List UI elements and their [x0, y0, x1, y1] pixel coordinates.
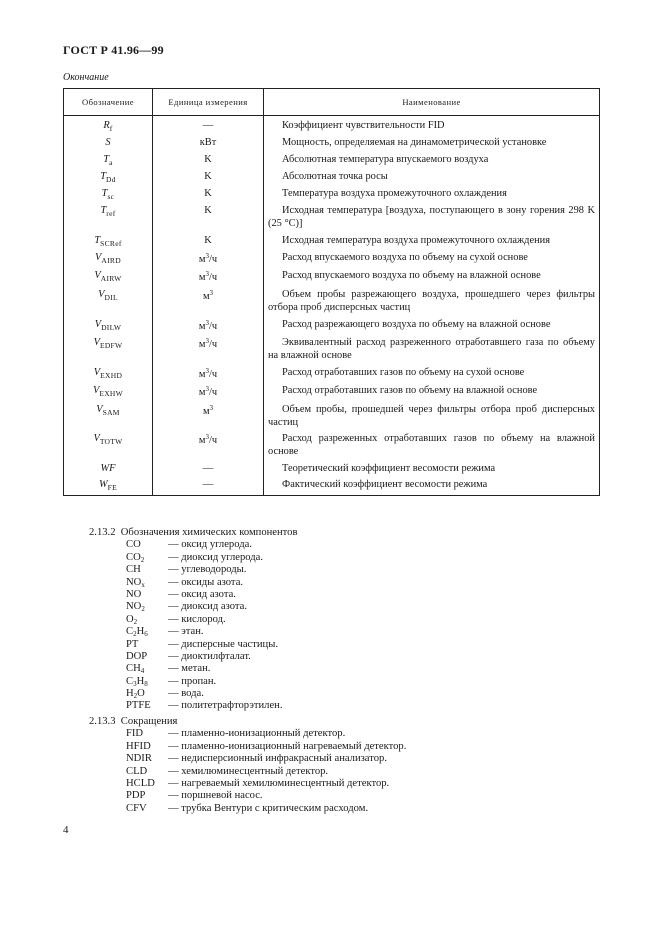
unit-suffix: /ч: [208, 253, 218, 265]
unit-cell: [153, 187, 264, 204]
symbol-subscript: a: [109, 157, 113, 167]
column-header-symbol: Обозначение: [64, 89, 153, 116]
unit-text: м: [198, 387, 206, 399]
formula-subscript: 2: [133, 692, 138, 701]
list-item: [126, 614, 297, 626]
symbol-letter: T: [103, 153, 110, 165]
symbol-letter: V: [93, 337, 100, 349]
symbol-subscript: TOTW: [99, 437, 123, 447]
symbol-subscript: SAM: [102, 407, 120, 417]
list-item: [126, 790, 406, 802]
symbol-cell: [64, 152, 153, 169]
formula-part: O: [126, 613, 134, 625]
table-caption: Окончание: [63, 72, 109, 83]
unit-cell: [153, 432, 264, 461]
name-cell: Температура воздуха промежуточного охлаждения: [264, 187, 600, 204]
symbol-subscript: DILW: [101, 322, 122, 332]
formula-part: C: [126, 675, 134, 687]
unit-cell: [153, 365, 264, 384]
list-item: [126, 589, 297, 601]
unit-cell: [153, 461, 264, 478]
symbol-cell: [64, 250, 153, 269]
abbreviation-description: — поршневой насос.: [168, 790, 263, 802]
unit-text: м: [198, 339, 206, 351]
name-cell: Коэффициент чувствительности FID: [264, 116, 600, 136]
symbol-subscript: DIL: [104, 293, 118, 303]
symbol-letter: R: [103, 120, 110, 131]
symbol-letter: T: [101, 188, 108, 200]
symbol-cell: [64, 384, 153, 403]
unit-suffix: /ч: [208, 435, 218, 447]
abbreviation: HFID: [126, 740, 151, 752]
page-number: 4: [63, 824, 69, 836]
abbreviation-description: — пламенно-ионизационный нагреваемый детектор.: [168, 740, 407, 752]
symbol-cell: [64, 461, 153, 478]
unit-suffix: /ч: [208, 320, 218, 332]
name-cell: Абсолютная точка росы: [264, 169, 600, 186]
table-row: [64, 152, 600, 169]
symbol-subscript: EXHW: [99, 389, 124, 399]
table-row: [64, 288, 600, 317]
unit-superscript: 3: [205, 366, 209, 375]
list-item: [126, 803, 406, 815]
list-item: [126, 552, 297, 564]
unit-text: м: [202, 291, 210, 303]
symbol-cell: [64, 365, 153, 384]
chemical-description: — политетрафторэтилен.: [168, 700, 283, 712]
table-row: [64, 402, 600, 431]
formula-part: H: [136, 675, 145, 687]
column-header-unit: Единица измерения: [153, 89, 264, 116]
abbreviation: PDP: [126, 790, 146, 802]
formula-part: CH: [126, 564, 141, 576]
unit-suffix: /ч: [208, 368, 218, 380]
list-item: [126, 688, 297, 700]
name-cell: Исходная температура [воздуха, поступающего в зону горения 298 K (25 °C)]: [264, 204, 600, 233]
chemical-description: — этан.: [168, 626, 204, 638]
symbol-subscript: f: [109, 124, 113, 133]
section-title: 2.13.3 Сокращения: [89, 716, 178, 727]
name-cell: Объем пробы разрежающего воздуха, прошедшего через фильтры отбора проб дисперсных частиц: [264, 288, 600, 317]
abbreviation-description: — пламенно-ионизационный детектор.: [168, 728, 346, 740]
name-cell: Расход отработавших газов по объему на сухой основе: [264, 365, 600, 384]
symbol-letter: V: [93, 366, 101, 378]
table-header-row: [64, 89, 600, 116]
list-item: [126, 700, 297, 712]
formula-part: DOP: [126, 650, 148, 662]
symbol-subscript: EDFW: [99, 341, 123, 351]
unit-text: K: [204, 153, 212, 165]
section-title: 2.13.2 Обозначения химических компонентов: [89, 527, 298, 538]
list-item: [126, 639, 297, 651]
chemical-formula: [126, 601, 168, 613]
symbol-letter: V: [96, 403, 103, 415]
symbol-subscript: FE: [107, 483, 117, 493]
formula-subscript: 2: [133, 617, 138, 626]
symbol-subscript: AIRD: [101, 255, 121, 265]
name-cell: Расход впускаемого воздуха по объему на сухой основе: [264, 250, 600, 269]
list-item: [126, 778, 406, 790]
unit-cell: [153, 152, 264, 169]
unit-text: м: [198, 272, 206, 284]
unit-text: K: [204, 234, 212, 246]
unit-cell: [153, 402, 264, 431]
table-body: [64, 116, 600, 496]
symbol-letter: S: [105, 137, 111, 149]
list-item: [126, 676, 297, 688]
chemical-description: — диоктилфталат.: [168, 650, 251, 662]
symbol-subscript: SCRef: [100, 238, 122, 248]
column-header-name: Наименование: [264, 89, 600, 116]
chemical-formula: [126, 552, 168, 564]
list-item: [126, 539, 297, 551]
formula-subscript: 6: [144, 630, 148, 639]
unit-superscript: 3: [205, 433, 209, 442]
unit-cell: [153, 384, 264, 403]
chemical-description: — оксид азота.: [168, 588, 236, 600]
formula-part: NO: [126, 588, 142, 600]
unit-superscript: 3: [205, 270, 209, 279]
formula-part: PTFE: [126, 700, 151, 712]
section-chemical-components: [89, 527, 297, 713]
chemical-formula: [126, 688, 168, 700]
unit-superscript: 3: [205, 337, 209, 346]
abbreviation-description: — недисперсионный инфракрасный анализатор.: [168, 753, 387, 765]
formula-subscript: 2: [133, 630, 137, 639]
chemical-description: — дисперсные частицы.: [168, 638, 278, 650]
name-cell: Эквивалентный расход разреженного отработавшего газа по объему на влажной основе: [264, 336, 600, 365]
symbol-subscript: Dd: [106, 174, 116, 184]
table-row: [64, 250, 600, 269]
chemical-description: — диоксид азота.: [168, 601, 247, 613]
chemical-formula: [126, 700, 168, 712]
abbreviation: NDIR: [126, 753, 152, 765]
unit-text: м: [198, 435, 206, 447]
formula-part: CO: [126, 551, 141, 563]
chemical-description: — углеводороды.: [168, 564, 247, 576]
symbol-letter: V: [94, 318, 102, 330]
chemical-description: — оксиды азота.: [168, 576, 244, 588]
unit-text: —: [202, 479, 214, 491]
formula-part: H: [126, 688, 134, 700]
list-item: [126, 766, 406, 778]
formula-part: CO: [126, 539, 141, 551]
symbol-letter: V: [92, 385, 100, 397]
chemical-formula: [126, 589, 168, 601]
name-cell: Теоретический коэффициент весомости режима: [264, 461, 600, 478]
symbol-cell: [64, 116, 153, 136]
chemical-formula: [126, 676, 168, 688]
unit-superscript: 3: [205, 318, 209, 327]
name-cell: Расход разреженных отработавших газов по объему на влажной основе: [264, 432, 600, 461]
unit-suffix: /ч: [208, 387, 218, 399]
symbol-cell: [64, 402, 153, 431]
unit-cell: [153, 233, 264, 250]
chemical-description: — кислород.: [168, 613, 226, 625]
symbol-letter: V: [95, 251, 102, 263]
symbol-letter: T: [100, 170, 106, 182]
unit-text: м: [198, 320, 206, 332]
table-row: [64, 169, 600, 186]
abbreviation-description: — нагреваемый хемилюминесцентный детектор.: [168, 777, 390, 789]
list-item: [126, 564, 297, 576]
abbreviation-description: — хемилюминесцентный детектор.: [168, 765, 329, 777]
table-row: [64, 233, 600, 250]
chemical-formula: [126, 577, 168, 589]
list-item: [126, 741, 406, 753]
table-row: [64, 336, 600, 365]
section-abbreviations: [89, 716, 406, 815]
chemical-formula: [126, 539, 168, 551]
table-row: [64, 365, 600, 384]
unit-cell: [153, 250, 264, 269]
chemical-description: — диоксид углерода.: [168, 551, 264, 563]
table-row: [64, 116, 600, 136]
unit-cell: [153, 136, 264, 153]
symbol-cell: [64, 478, 153, 496]
unit-text: K: [204, 205, 212, 217]
symbol-letter: V: [94, 270, 101, 282]
table-row: [64, 384, 600, 403]
list-item: [126, 626, 297, 638]
unit-suffix: /ч: [208, 339, 218, 351]
table-row: [64, 432, 600, 461]
symbol-subscript: sc: [107, 192, 115, 202]
table-row: [64, 204, 600, 233]
abbreviation: FID: [126, 728, 144, 740]
unit-superscript: 3: [205, 251, 209, 260]
symbol-cell: [64, 136, 153, 153]
symbol-letter: V: [93, 433, 100, 445]
table-row: [64, 478, 600, 496]
unit-text: м: [198, 253, 206, 265]
formula-part: H: [136, 626, 145, 638]
document-header: ГОСТ Р 41.96—99: [63, 43, 164, 57]
unit-text: K: [204, 170, 212, 182]
symbols-table: [63, 88, 600, 496]
name-cell: Исходная температура воздуха промежуточного охлаждения: [264, 233, 600, 250]
formula-subscript: 2: [140, 555, 145, 564]
table-row: [64, 461, 600, 478]
symbol-letter: W: [98, 479, 108, 491]
list-item: [126, 601, 297, 613]
formula-part: NO: [126, 576, 142, 588]
unit-text: —: [202, 120, 214, 131]
chemical-formula: [126, 564, 168, 576]
list-item: [126, 651, 297, 663]
name-cell: Абсолютная температура впускаемого воздуха: [264, 152, 600, 169]
chemical-description: — вода.: [168, 688, 204, 700]
formula-subscript: 8: [144, 679, 148, 688]
unit-text: м: [198, 368, 206, 380]
formula-part: O: [137, 688, 145, 700]
symbol-subscript: AIRW: [100, 274, 122, 284]
chemical-formula: [126, 614, 168, 626]
unit-text: —: [202, 462, 214, 474]
abbreviation: CLD: [126, 765, 148, 777]
symbol-letter: T: [94, 234, 101, 246]
unit-cell: [153, 116, 264, 136]
chemical-formula: [126, 626, 168, 638]
symbol-cell: [64, 336, 153, 365]
symbol-cell: [64, 204, 153, 233]
unit-text: K: [204, 188, 212, 200]
formula-part: PT: [126, 638, 139, 650]
name-cell: Расход разрежающего воздуха по объему на влажной основе: [264, 317, 600, 336]
formula-part: C: [126, 626, 134, 638]
chemical-description: — оксид углерода.: [168, 539, 252, 551]
name-cell: Мощность, определяемая на динамометрической установке: [264, 136, 600, 153]
list-item: [126, 728, 406, 740]
symbol-cell: [64, 187, 153, 204]
symbol-letter: V: [98, 289, 105, 301]
formula-part: CH: [126, 663, 141, 675]
unit-cell: [153, 336, 264, 365]
symbol-cell: [64, 169, 153, 186]
name-cell: Расход впускаемого воздуха по объему на влажной основе: [264, 269, 600, 288]
unit-superscript: 3: [209, 403, 214, 412]
unit-superscript: 3: [209, 289, 214, 298]
symbol-cell: [64, 288, 153, 317]
symbol-cell: [64, 233, 153, 250]
unit-cell: [153, 478, 264, 496]
table-row: [64, 187, 600, 204]
symbol-cell: [64, 269, 153, 288]
abbreviation: CFV: [126, 802, 147, 814]
unit-suffix: /ч: [208, 272, 218, 284]
symbol-letter: T: [100, 205, 107, 217]
formula-subscript: x: [141, 580, 145, 589]
unit-cell: [153, 169, 264, 186]
name-cell: Фактический коэффициент весомости режима: [264, 478, 600, 496]
table-row: [64, 136, 600, 153]
chemical-description: — метан.: [168, 663, 211, 675]
formula-subscript: 4: [140, 667, 145, 676]
abbreviation-description: — трубка Вентури с критическим расходом.: [168, 802, 369, 814]
list-item: [126, 663, 297, 675]
unit-text: м: [202, 405, 210, 417]
abbreviation-list: [126, 728, 406, 815]
abbreviation: HCLD: [126, 777, 155, 789]
unit-cell: [153, 317, 264, 336]
symbol-subscript: ref: [106, 209, 116, 219]
unit-text: кВт: [199, 137, 217, 149]
chemical-list: [126, 539, 297, 712]
name-cell: Объем пробы, прошедшей через фильтры отбора проб дисперсных частиц: [264, 402, 600, 431]
formula-part: NO: [126, 601, 142, 613]
symbol-subscript: EXHD: [100, 370, 123, 380]
table-row: [64, 269, 600, 288]
unit-cell: [153, 204, 264, 233]
chemical-formula: [126, 663, 168, 675]
chemical-description: — пропан.: [168, 675, 217, 687]
symbol-cell: [64, 317, 153, 336]
symbol-cell: [64, 432, 153, 461]
unit-superscript: 3: [205, 385, 209, 394]
chemical-formula: [126, 639, 168, 651]
list-item: [126, 753, 406, 765]
formula-subscript: 3: [133, 679, 137, 688]
symbol-letter: WF: [100, 462, 116, 474]
list-item: [126, 577, 297, 589]
formula-subscript: 2: [141, 605, 145, 614]
unit-cell: [153, 288, 264, 317]
unit-cell: [153, 269, 264, 288]
table-row: [64, 317, 600, 336]
name-cell: Расход отработавших газов по объему на влажной основе: [264, 384, 600, 403]
chemical-formula: [126, 651, 168, 663]
